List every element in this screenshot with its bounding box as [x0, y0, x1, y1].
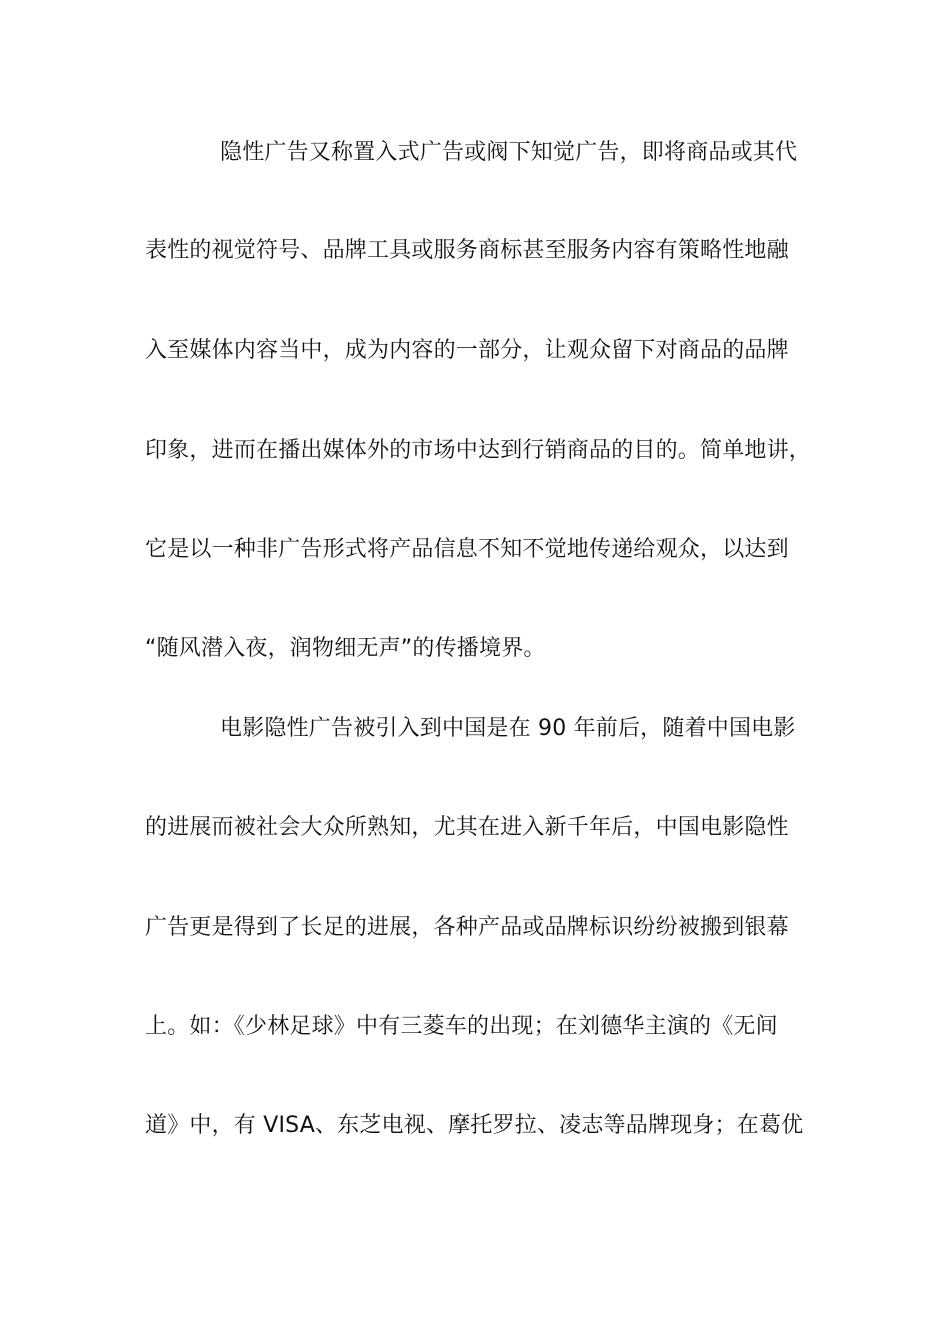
paragraph-1-line-2: 表性的视觉符号、品牌工具或服务商标甚至服务内容有策略性地融 — [145, 238, 789, 263]
paragraph-1-line-6: “随风潜入夜，润物细无声”的传播境界。 — [145, 636, 546, 661]
paragraph-2-line-1: 电影隐性广告被引入到中国是在 90 年前后，随着中国电影 — [220, 716, 796, 741]
paragraph-1-line-5: 它是以一种非广告形式将产品信息不知不觉地传递给观众，以达到 — [145, 537, 789, 562]
paragraph-1-line-3: 入至媒体内容当中，成为内容的一部分，让观众留下对商品的品牌 — [145, 338, 789, 363]
paragraph-2-line-2: 的进展而被社会大众所熟知，尤其在进入新千年后，中国电影隐性 — [145, 815, 789, 840]
paragraph-2-line-4: 上。如：《少林足球》中有三菱车的出现；在刘德华主演的《无间 — [145, 1014, 778, 1039]
paragraph-1-line-4: 印象，进而在播出媒体外的市场中达到行销商品的目的。简单地讲， — [145, 438, 812, 463]
paragraph-2-line-5: 道》中，有 VISA、东芝电视、摩托罗拉、凌志等品牌现身；在葛优 — [145, 1113, 804, 1138]
paragraph-2-line-3: 广告更是得到了长足的进展，各种产品或品牌标识纷纷被搬到银幕 — [145, 915, 789, 940]
paragraph-1-line-1: 隐性广告又称置入式广告或阀下知觉广告，即将商品或其代 — [220, 140, 798, 165]
